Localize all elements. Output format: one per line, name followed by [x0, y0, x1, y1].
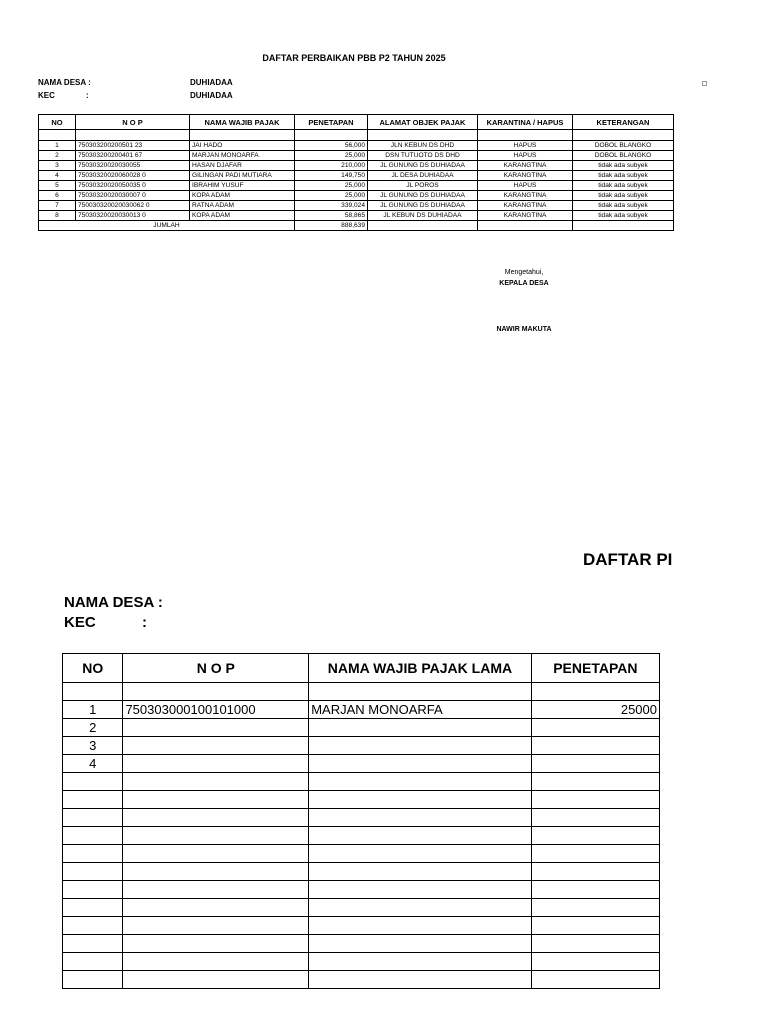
cell-penetapan: 56,000	[295, 141, 368, 151]
page2-cell	[531, 809, 659, 827]
page2-row	[63, 845, 660, 863]
page2-cell	[123, 845, 309, 863]
cell-no: 4	[39, 171, 76, 181]
page2-row	[63, 917, 660, 935]
cell-nama: RATNA ADAM	[190, 201, 295, 211]
cell-no: 1	[39, 141, 76, 151]
cell-status: HAPUS	[478, 141, 573, 151]
page2-title: DAFTAR PI	[583, 550, 673, 569]
page2-col-nama: NAMA WAJIB PAJAK LAMA	[309, 654, 532, 683]
page2-row	[63, 899, 660, 917]
cell-ket: tidak ada subyek	[573, 161, 674, 171]
page2-cell-no	[63, 935, 123, 953]
page2-cell	[123, 971, 309, 989]
cell-status: KARANGTINA	[478, 201, 573, 211]
cell-alamat: JL GUNUNG DS DUHIADAA	[368, 191, 478, 201]
page2-cell	[531, 719, 659, 737]
cell-alamat: JL POROS	[368, 181, 478, 191]
cell-alamat: DSN TUTUOTO DS DHD	[368, 151, 478, 161]
page2-row	[63, 881, 660, 899]
cell-nama: KOPA ADAM	[190, 211, 295, 221]
cell-penetapan: 25,000	[295, 191, 368, 201]
page2-cell	[123, 755, 309, 773]
cell-nop: 75030320020030013 0	[76, 211, 190, 221]
page2-cell	[309, 773, 532, 791]
cell-status: KARANGTINA	[478, 191, 573, 201]
page2-cell	[309, 899, 532, 917]
page-title: DAFTAR PERBAIKAN PBB P2 TAHUN 2025	[262, 53, 446, 63]
page2-cell	[309, 809, 532, 827]
page2-cell-nama: MARJAN MONOARFA	[309, 701, 532, 719]
cell-nop: 75030320020050035 0	[76, 181, 190, 191]
kec-value: DUHIADAA	[190, 91, 233, 100]
page2-cell-no	[63, 899, 123, 917]
cell-no: 6	[39, 191, 76, 201]
total-value: 888,639	[295, 221, 368, 231]
page2-row	[63, 755, 660, 773]
page2-cell	[309, 755, 532, 773]
page2-cell	[123, 863, 309, 881]
page2-cell	[123, 719, 309, 737]
cell-ket: DOBOL BLANGKO	[573, 151, 674, 161]
page2-nama-desa-label: NAMA DESA :	[64, 594, 163, 611]
page2-row	[63, 737, 660, 755]
sig-mengetahui: Mengetahui,	[504, 269, 544, 276]
small-square-mark	[702, 81, 707, 86]
cell-nop: 750030320020030062 0	[76, 201, 190, 211]
page2-cell	[123, 935, 309, 953]
page2-cell	[531, 845, 659, 863]
page2-cell-no	[63, 917, 123, 935]
col-header-no: NO	[39, 115, 76, 130]
col-header-alamat: ALAMAT OBJEK PAJAK	[368, 115, 478, 130]
cell-penetapan: 58,865	[295, 211, 368, 221]
cell-nama: IBRAHIM YUSUF	[190, 181, 295, 191]
page2-row	[63, 971, 660, 989]
cell-no: 8	[39, 211, 76, 221]
page2-cell-penetapan: 25000	[531, 701, 659, 719]
page2-col-no: NO	[63, 654, 123, 683]
cell-ket: tidak ada subyek	[573, 171, 674, 181]
nama-desa-label: NAMA DESA :	[38, 78, 91, 87]
cell-nama: HASAN DJAFAR	[190, 161, 295, 171]
kec-label: KEC	[38, 91, 55, 100]
cell-status: KARANGTINA	[478, 171, 573, 181]
page2-cell	[309, 845, 532, 863]
page2-row	[63, 863, 660, 881]
page2-cell	[531, 881, 659, 899]
page2-cell-no: 2	[63, 719, 123, 737]
page2-kec-colon: :	[142, 614, 147, 631]
page2-row	[63, 773, 660, 791]
page2-cell	[309, 719, 532, 737]
cell-nama: JAI HADO	[190, 141, 295, 151]
col-header-nop: N O P	[76, 115, 190, 130]
page2-kec-label: KEC	[64, 614, 96, 631]
page2-cell-no	[63, 881, 123, 899]
page2-cell	[531, 791, 659, 809]
cell-alamat: JL KEBUN DS DUHIADAA	[368, 211, 478, 221]
col-header-penetapan: PENETAPAN	[295, 115, 368, 130]
page2-cell	[309, 881, 532, 899]
page2-cell	[531, 899, 659, 917]
page2-cell-no: 4	[63, 755, 123, 773]
cell-nop: 75030320020060028 0	[76, 171, 190, 181]
page2-row	[63, 791, 660, 809]
cell-no: 5	[39, 181, 76, 191]
page2-cell-no: 3	[63, 737, 123, 755]
page2-cell	[309, 863, 532, 881]
cell-ket: tidak ada subyek	[573, 191, 674, 201]
cell-alamat: JL DESA DUHIADAA	[368, 171, 478, 181]
page2-cell	[531, 827, 659, 845]
page2-cell	[309, 953, 532, 971]
cell-penetapan: 210,000	[295, 161, 368, 171]
col-header-status: KARANTINA / HAPUS	[478, 115, 573, 130]
kec-colon: :	[86, 91, 89, 100]
page2-cell	[531, 953, 659, 971]
page2-cell-no	[63, 791, 123, 809]
cell-nop: 75030320020030007 0	[76, 191, 190, 201]
cell-nop: 75030320020030055	[76, 161, 190, 171]
page2-cell	[531, 737, 659, 755]
page2-cell	[309, 935, 532, 953]
cell-nama: KOPA ADAM	[190, 191, 295, 201]
page2-cell	[123, 917, 309, 935]
page2-cell	[309, 737, 532, 755]
page2-cell	[123, 809, 309, 827]
cell-no: 7	[39, 201, 76, 211]
page2-table	[62, 653, 660, 989]
cell-penetapan: 25,000	[295, 151, 368, 161]
page2-cell	[123, 773, 309, 791]
nama-desa-value: DUHIADAA	[190, 78, 233, 87]
page2-cell-no	[63, 953, 123, 971]
page2-cell-no	[63, 971, 123, 989]
page2-cell	[123, 953, 309, 971]
page2-cell	[309, 827, 532, 845]
page2-cell	[309, 791, 532, 809]
page2-cell	[531, 917, 659, 935]
cell-alamat: JLN KEBUN DS DHD	[368, 141, 478, 151]
cell-nop: 750303200200501 23	[76, 141, 190, 151]
cell-nama: GILINGAN PADI MUTIARA	[190, 171, 295, 181]
page2-cell	[531, 935, 659, 953]
page2-cell	[309, 917, 532, 935]
page2-cell-no	[63, 809, 123, 827]
cell-status: KARANGTINA	[478, 161, 573, 171]
page2-cell-no: 1	[63, 701, 123, 719]
sig-name: NAWIR MAKUTA	[496, 326, 552, 333]
page2-col-penetapan: PENETAPAN	[531, 654, 659, 683]
cell-ket: tidak ada subyek	[573, 201, 674, 211]
page2-row	[63, 809, 660, 827]
page2-row	[63, 719, 660, 737]
page2-blank-row	[63, 683, 660, 701]
page2-row	[63, 827, 660, 845]
page2-row	[63, 701, 660, 719]
page2-header-row	[63, 654, 660, 683]
cell-status: HAPUS	[478, 151, 573, 161]
page2-cell	[123, 899, 309, 917]
cell-ket: tidak ada subyek	[573, 181, 674, 191]
col-header-nama: NAMA WAJIB PAJAK	[190, 115, 295, 130]
page2-cell	[123, 791, 309, 809]
page2-cell	[531, 863, 659, 881]
page2-cell-no	[63, 827, 123, 845]
cell-no: 2	[39, 151, 76, 161]
page2-cell	[123, 737, 309, 755]
cell-status: KARANGTINA	[478, 211, 573, 221]
cell-penetapan: 25,000	[295, 181, 368, 191]
page2-cell	[123, 881, 309, 899]
page2-cell	[531, 773, 659, 791]
cell-nama: MARJAN MONOARFA	[190, 151, 295, 161]
sig-role: KEPALA DESA	[499, 280, 549, 287]
cell-ket: DOBOL BLANGKO	[573, 141, 674, 151]
page2-row	[63, 953, 660, 971]
page2-cell-no	[63, 863, 123, 881]
cell-status: HAPUS	[478, 181, 573, 191]
cell-penetapan: 149,750	[295, 171, 368, 181]
page2-cell	[531, 755, 659, 773]
cell-penetapan: 339,024	[295, 201, 368, 211]
page2-cell	[531, 971, 659, 989]
page2-row	[63, 935, 660, 953]
cell-alamat: JL GUNUNG DS DUHIADAA	[368, 201, 478, 211]
page2-cell-no	[63, 773, 123, 791]
col-header-keterangan: KETERANGAN	[573, 115, 674, 130]
cell-nop: 750303200200401 67	[76, 151, 190, 161]
page2-cell-no	[63, 845, 123, 863]
cell-ket: tidak ada subyek	[573, 211, 674, 221]
page2-col-nop: N O P	[123, 654, 309, 683]
page2-cell-nop: 750303000100101000	[123, 701, 309, 719]
total-label: JUMLAH	[39, 221, 295, 231]
page2-cell	[309, 971, 532, 989]
cell-no: 3	[39, 161, 76, 171]
page2-cell	[123, 827, 309, 845]
cell-alamat: JL GUNUNG DS DUHIADAA	[368, 161, 478, 171]
